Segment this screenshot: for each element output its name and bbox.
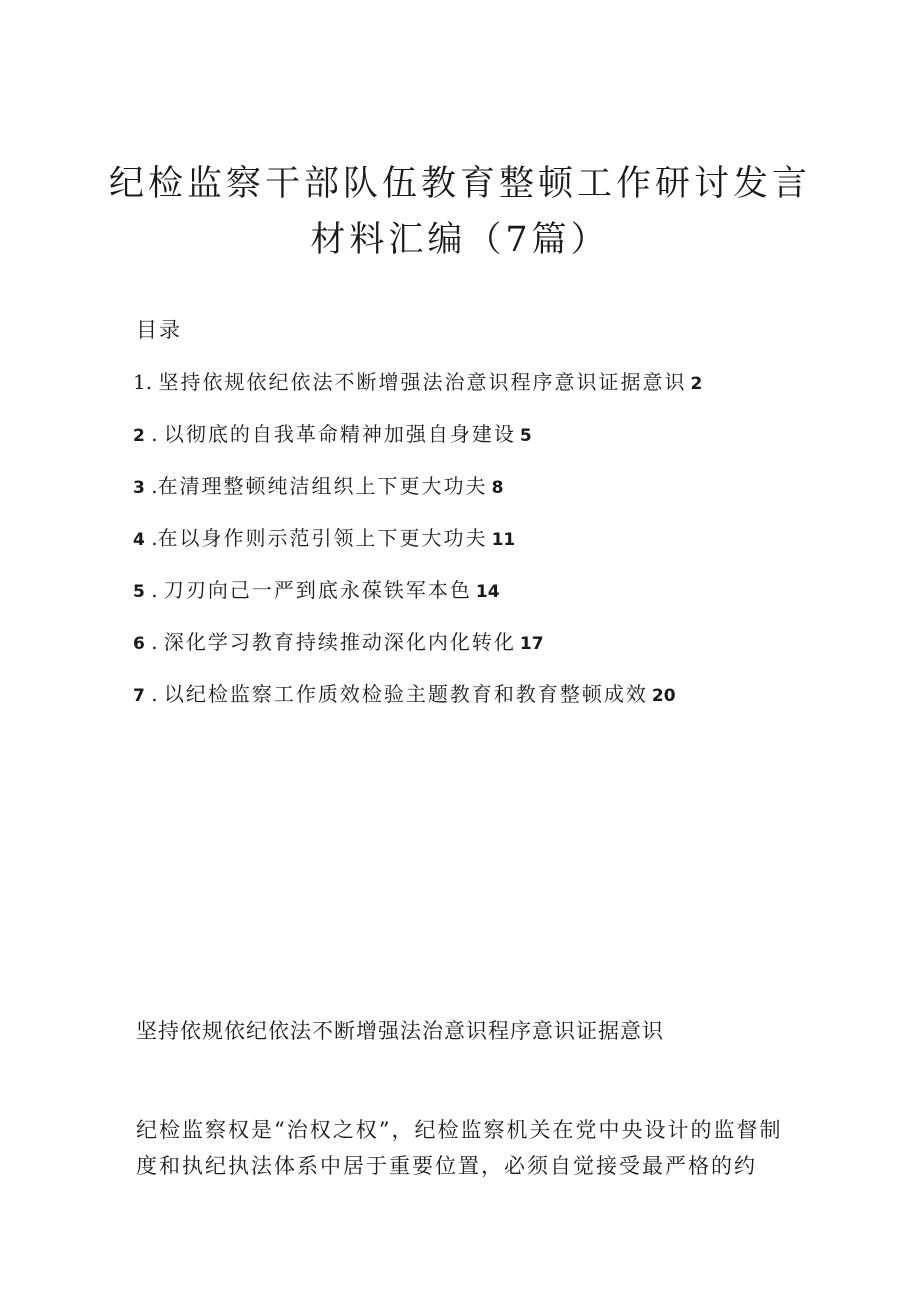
toc-item-number: 3	[133, 478, 145, 498]
toc-item-page: 8	[491, 478, 504, 498]
toc-heading: 目录	[136, 318, 182, 342]
toc-item-page: 17	[519, 634, 544, 654]
toc-item-page: 5	[519, 426, 532, 446]
toc-item-page: 2	[690, 374, 703, 394]
toc-item-title: 深化学习教育持续推动深化内化转化	[163, 630, 516, 654]
toc-item-5[interactable]	[133, 572, 702, 624]
toc-item-4[interactable]	[133, 520, 702, 572]
toc-item-title: 在以身作则示范引领上下更大功夫	[157, 526, 488, 550]
toc-item-separator: .	[144, 630, 164, 654]
table-of-contents	[133, 364, 702, 728]
toc-item-number: 7	[133, 686, 145, 706]
toc-item-separator: .	[144, 526, 158, 550]
toc-item-separator: .	[144, 578, 164, 602]
document-title-line-2: 材料汇编（7篇）	[310, 220, 610, 260]
toc-item-6[interactable]	[133, 624, 702, 676]
toc-item-title: 以纪检监察工作质效检验主题教育和教育整顿成效	[163, 682, 648, 706]
toc-item-1[interactable]	[133, 364, 702, 416]
document-title-line-1: 纪检监察干部队伍教育整顿工作研讨发言	[108, 164, 811, 204]
toc-item-number: 6	[133, 634, 145, 654]
toc-item-title: 以彻底的自我革命精神加强自身建设	[163, 422, 516, 446]
toc-item-number: 4	[133, 530, 145, 550]
toc-item-number: 2	[133, 426, 145, 446]
toc-item-number: 5	[133, 582, 145, 602]
toc-item-separator: .	[144, 422, 164, 446]
toc-item-3[interactable]	[133, 468, 702, 520]
section-heading: 坚持依规依纪依法不断增强法治意识程序意识证据意识	[136, 1019, 664, 1043]
body-paragraph: 纪检监察权是“治权之权”，纪检监察机关在党中央设计的监督制度和执纪执法体系中居于重要位置，必须自觉接受最严格的约	[136, 1118, 783, 1178]
toc-item-separator: .	[144, 682, 164, 706]
toc-item-number: 1.	[133, 370, 153, 394]
toc-item-2[interactable]	[133, 416, 702, 468]
toc-item-page: 14	[475, 582, 500, 602]
toc-item-7[interactable]	[133, 676, 702, 728]
toc-item-page: 20	[651, 686, 676, 706]
toc-item-title: 刀刃向己一严到底永葆铁军本色	[163, 578, 472, 602]
toc-item-separator: .	[144, 474, 158, 498]
toc-item-page: 11	[491, 530, 516, 550]
toc-item-title: 在清理整顿纯洁组织上下更大功夫	[157, 474, 488, 498]
toc-item-title: 坚持依规依纪依法不断增强法治意识程序意识证据意识	[158, 370, 687, 394]
